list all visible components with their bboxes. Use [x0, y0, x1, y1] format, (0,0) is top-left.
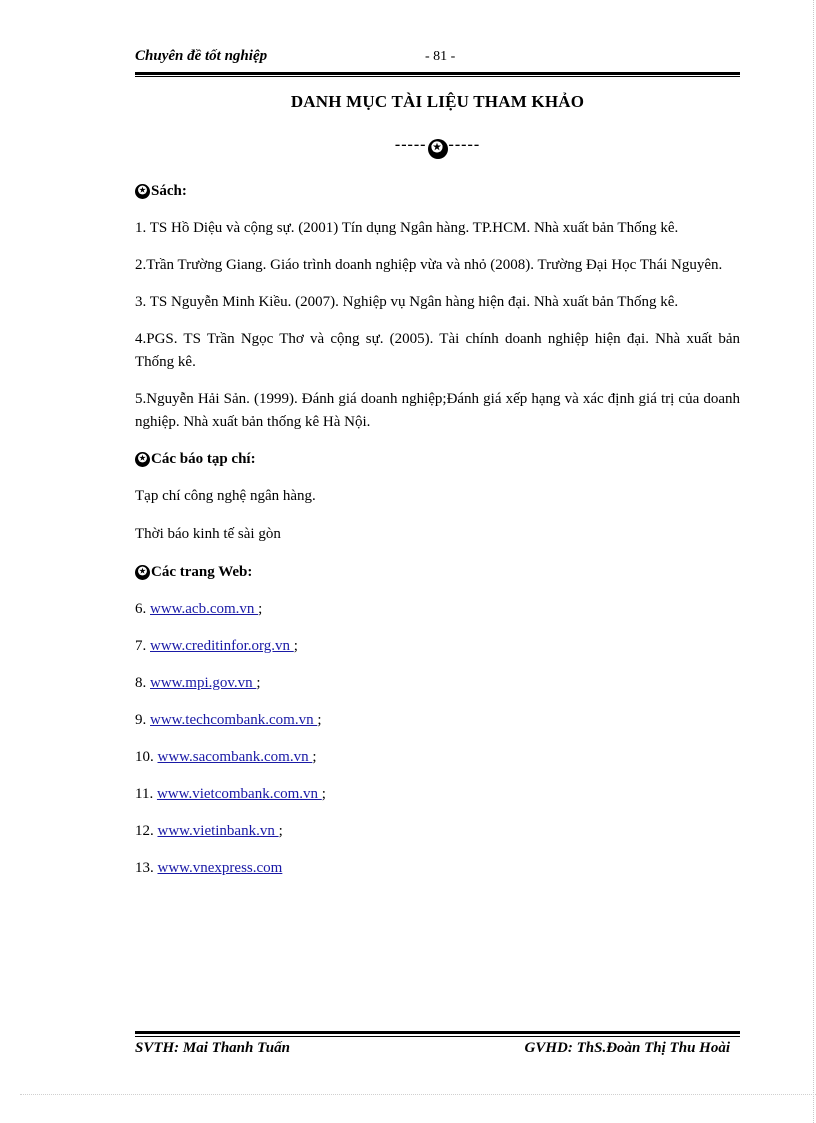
page-footer [135, 1040, 730, 1062]
website-link-creditinfor[interactable]: www.creditinfor.org.vn [150, 638, 294, 654]
references-content [135, 180, 740, 894]
header-rule-thin [135, 76, 740, 77]
website-link-vnexpress[interactable]: www.vnexpress.com [157, 860, 283, 876]
website-suffix: ; [317, 712, 322, 728]
website-item [135, 635, 740, 658]
book-reference: 5.Nguyễn Hải Sản. (1999). Đánh giá doanh nghiệp;Đánh giá xếp hạng và xác định giá trị của doanh nghiệp. Nhà xuất bản thống kê Hà Nội. [135, 391, 740, 430]
website-suffix: ; [321, 786, 326, 802]
footer-student: SVTH: Mai Thanh Tuấn [135, 1040, 290, 1056]
footer-advisor: GVHD: ThS.Đoàn Thị Thu Hoài [524, 1040, 730, 1056]
website-link-vietcombank[interactable]: www.vietcombank.com.vn [156, 786, 322, 802]
website-number: 6. [135, 601, 147, 617]
footer-rule-thick [135, 1031, 740, 1034]
website-item [135, 820, 740, 843]
section-journals-heading [135, 448, 740, 471]
star-bullet-icon: ✪ [135, 565, 150, 580]
ornament-dashes-right: ----- [448, 136, 481, 153]
website-suffix: ; [258, 601, 263, 617]
section-books-label: Sách: [151, 183, 187, 199]
page-edge-bottom [20, 1093, 816, 1095]
page-edge-right [812, 0, 814, 1123]
website-item [135, 783, 740, 806]
website-link-vietinbank[interactable]: www.vietinbank.vn [157, 823, 279, 839]
page-header [135, 48, 740, 72]
website-number: 9. [135, 712, 147, 728]
website-link-sacombank[interactable]: www.sacombank.com.vn [157, 749, 313, 765]
website-item [135, 598, 740, 621]
section-journals-label: Các báo tạp chí: [151, 451, 256, 467]
star-bullet-icon: ✪ [135, 184, 150, 199]
website-item [135, 746, 740, 769]
website-link-techcombank[interactable]: www.techcombank.com.vn [150, 712, 318, 728]
website-suffix: ; [312, 749, 317, 765]
website-suffix: ; [293, 638, 298, 654]
website-item [135, 672, 740, 695]
journal-reference: Thời báo kinh tế sài gòn [135, 526, 281, 542]
website-number: 7. [135, 638, 147, 654]
website-item [135, 857, 740, 880]
journal-reference: Tạp chí công nghệ ngân hàng. [135, 488, 316, 504]
book-reference: 4.PGS. TS Trần Ngọc Thơ và cộng sự. (2005). Tài chính doanh nghiệp hiện đại. Nhà xuất bản Thống kê. [135, 331, 740, 370]
star-bullet-icon: ✪ [135, 452, 150, 467]
book-reference: 3. TS Nguyễn Minh Kiều. (2007). Nghiệp vụ Ngân hàng hiện đại. Nhà xuất bản Thống kê. [135, 294, 679, 310]
website-number: 13. [135, 860, 154, 876]
website-link-mpi[interactable]: www.mpi.gov.vn [150, 675, 257, 691]
course-title: Chuyên đề tốt nghiệp [135, 48, 268, 64]
section-websites-label: Các trang Web: [151, 564, 253, 580]
footer-rule-thin [135, 1036, 740, 1037]
website-number: 11. [135, 786, 154, 802]
book-reference: 2.Trần Trường Giang. Giáo trình doanh nghiệp vừa và nhỏ (2008). Trường Đại Học Thái Nguyên. [135, 257, 723, 273]
section-books-heading [135, 180, 740, 203]
title-ornament [135, 136, 740, 159]
website-number: 8. [135, 675, 147, 691]
header-rule-thick [135, 72, 740, 75]
section-websites-heading [135, 561, 740, 584]
book-reference: 1. TS Hồ Diệu và cộng sự. (2001) Tín dụng Ngân hàng. TP.HCM. Nhà xuất bản Thống kê. [135, 220, 679, 236]
website-link-acb[interactable]: www.acb.com.vn [150, 601, 259, 617]
page-number: - 81 - [425, 49, 456, 64]
website-number: 10. [135, 749, 154, 765]
website-suffix: ; [256, 675, 261, 691]
star-icon: ✪ [428, 139, 448, 159]
page-title: DANH MỤC TÀI LIỆU THAM KHẢO [290, 92, 585, 111]
website-suffix: ; [278, 823, 283, 839]
website-number: 12. [135, 823, 154, 839]
ornament-dashes-left: ----- [394, 136, 427, 153]
website-item [135, 709, 740, 732]
